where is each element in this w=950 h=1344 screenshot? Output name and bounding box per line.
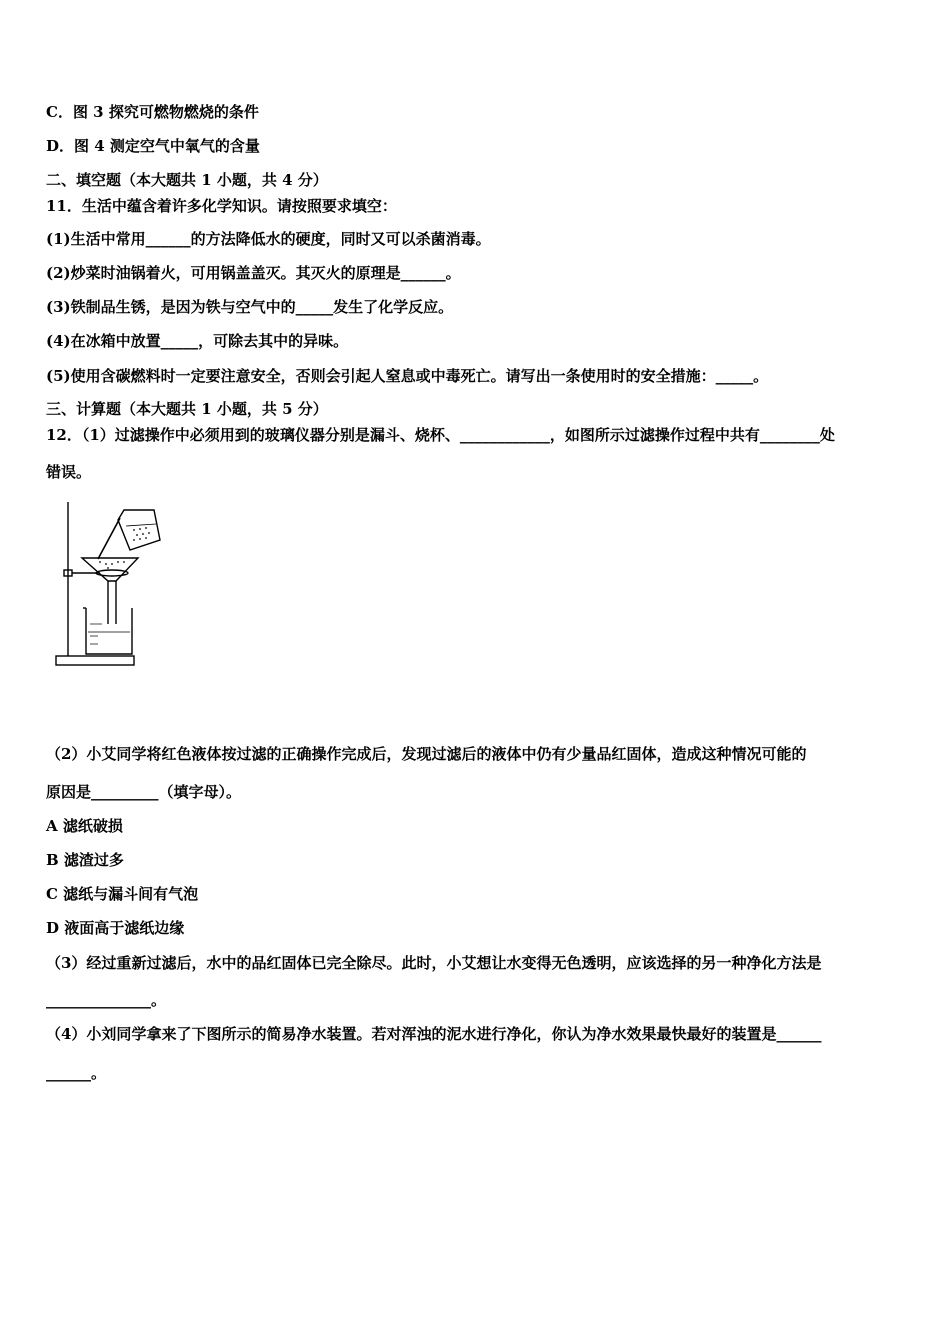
choice-d: D 液面高于滤纸边缘 (46, 919, 185, 937)
filtration-apparatus-figure (50, 496, 170, 671)
section-heading-fill-in: 二、填空题（本大题共 1 小题，共 4 分） (46, 171, 328, 189)
question-11-stem: 11．生活中蕴含着许多化学知识。请按照要求填空： (46, 197, 397, 215)
question-12-part-3: （3）经过重新过滤后，水中的品红固体已完全除尽。此时，小艾想让水变得无色透明，应该选择的另一种净化方法是 (46, 954, 822, 972)
question-12-part-1-end: 错误。 (46, 463, 92, 481)
question-11-part-3: (3)铁制品生锈，是因为铁与空气中的_____发生了化学反应。 (46, 298, 454, 316)
stand-base (56, 656, 134, 665)
question-11-part-1: (1)生活中常用______的方法降低水的硬度，同时又可以杀菌消毒。 (46, 230, 491, 248)
question-12-part-4-end: ______。 (46, 1064, 107, 1082)
section-heading-calculation: 三、计算题（本大题共 1 小题，共 5 分） (46, 400, 328, 418)
choice-c: C 滤纸与漏斗间有气泡 (46, 885, 199, 903)
option-d: D．图 4 测定空气中氧气的含量 (46, 137, 260, 155)
option-c: C．图 3 探究可燃物燃烧的条件 (46, 103, 259, 121)
question-11-part-4: (4)在冰箱中放置_____，可除去其中的异味。 (46, 332, 349, 350)
question-11-part-5: (5)使用含碳燃料时一定要注意安全，否则会引起人窒息或中毒死亡。请写出一条使用时的安全措施：_____。 (46, 367, 769, 385)
question-12-part-1: 12．（1）过滤操作中必须用到的玻璃仪器分别是漏斗、烧杯、____________，如图所示过滤操作过程中共有________处 (46, 426, 835, 444)
question-11-part-2: (2)炒菜时油锅着火，可用锅盖盖灭。其灭火的原理是______。 (46, 264, 461, 282)
question-12-part-4: （4）小刘同学拿来了下图所示的简易净水装置。若对浑浊的泥水进行净化，你认为净水效果最快最好的装置是______ (46, 1025, 822, 1043)
choice-a: A 滤纸破损 (46, 817, 123, 835)
question-12-part-2: （2）小艾同学将红色液体按过滤的正确操作完成后，发现过滤后的液体中仍有少量品红固体，造成这种情况可能的 (46, 745, 807, 763)
question-12-part-2-end: 原因是_________（填字母）。 (46, 783, 242, 801)
collecting-beaker (86, 608, 132, 654)
question-12-part-3-end: ______________。 (46, 991, 167, 1009)
pouring-beaker (118, 510, 160, 550)
choice-b: B 滤渣过多 (46, 851, 124, 869)
glass-rod (98, 518, 120, 559)
